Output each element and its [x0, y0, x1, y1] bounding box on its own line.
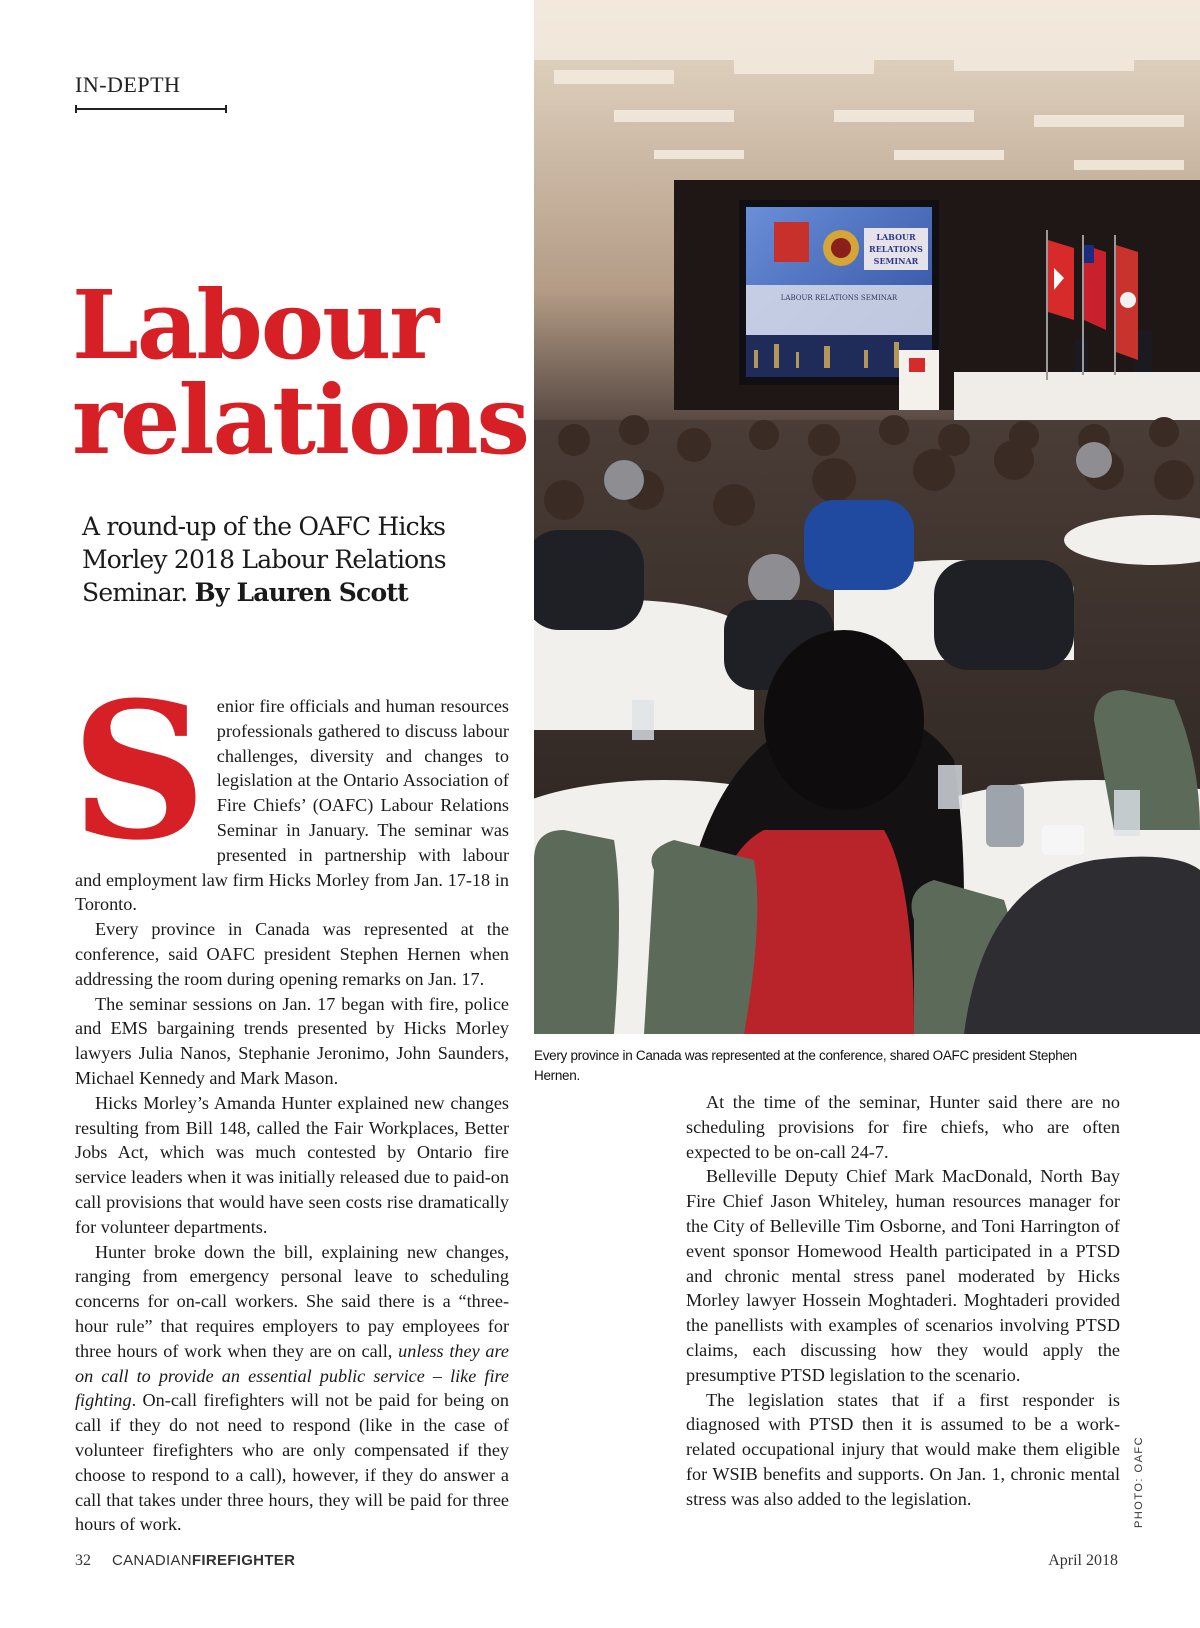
screen-title-line1: LABOUR — [876, 232, 916, 242]
byline: By Lauren Scott — [194, 578, 408, 607]
paragraph-italic: unless they are on call to provide an essential public service – like fire fighting — [75, 1340, 509, 1411]
headline — [72, 270, 529, 476]
article-paragraph: Every province in Canada was represented at the conference, said OAFC president Stephen Hernen when addressing the room during opening remarks on Jan. 17. — [75, 919, 509, 989]
paragraph-text: . On-call firefighters will not be paid for being on call if they do not need to respond (like in the case of volunteer firefighters who are only compensated if they choose to respond to a call), however, if they do answer a call that takes under three hours, they will be paid for three hours of work. — [75, 1390, 509, 1535]
photo-credit: PHOTO: OAFC — [1133, 1435, 1145, 1528]
article-paragraph: The legislation states that if a first responder is diagnosed with PTSD then it is assumed to be a work-related occupational injury that would make them eligible for WSIB benefits and supports. On Jan. 1, chronic mental stress was also added to the legislation. — [686, 1389, 1120, 1509]
article-paragraph — [75, 1240, 509, 1538]
drop-cap: S — [71, 661, 207, 882]
deck — [82, 510, 522, 609]
headline-line2: relations — [72, 365, 529, 476]
article-paragraph: At the time of the seminar, Hunter said there are no scheduling provisions for fire chiefs, who are often expected to be on-call 24-7. — [686, 1092, 1120, 1162]
article-paragraph: The seminar sessions on Jan. 17 began with fire, police and EMS bargaining trends presented by Hicks Morley lawyers Julia Nanos, Stephanie Jeronimo, John Saunders, Michael Kennedy and Mark Mason. — [75, 993, 509, 1088]
paragraph-text: Hunter broke down the bill, explaining new changes, ranging from emergency personal leave to scheduling concerns for on-call workers. She said there is a “three-hour rule” that requires employers to pay employees for three hours of work when they are on call, — [75, 1241, 509, 1361]
headline-line1: Labour — [72, 270, 438, 381]
photo-caption: Every province in Canada was represented at the conference, shared OAFC president Stephen Hernen. — [534, 1048, 1077, 1083]
article-column-2 — [686, 1090, 1120, 1512]
screen-title-line3: SEMINAR — [873, 256, 919, 266]
article-paragraph: Hicks Morley’s Amanda Hunter explained new changes resulting from Bill 148, called the Fair Workplaces, Better Jobs Act, which was much contested by Ontario fire service leaders when it was initially released due to paid-on call provisions that would have seen costs rise dramatically for volunteer departments. — [75, 1092, 509, 1237]
page-number: 32 — [75, 1552, 91, 1569]
article-paragraph: Belleville Deputy Chief Mark MacDonald, North Bay Fire Chief Jason Whiteley, human resources manager for the City of Belleville Tim Osborne, and Toni Harrington of event sponsor Homewood Health participated in a PTSD and chronic mental stress panel moderated by Hicks Morley lawyer Hossein Moghtaderi. Moghtaderi provided the panellists with examples of scenarios involving PTSD claims, each discussing how they would apply the presumptive PTSD legislation to the scenario. — [686, 1166, 1120, 1385]
magazine-name-part1: CANADIAN — [112, 1552, 192, 1569]
article-paragraph: enior fire officials and human resources professionals gathered to discuss labour challenges, diversity and changes to legislation at the Ontario Association of Fire Chiefs’ (OAFC) Labour Relations Seminar in January. The seminar was presented in partnership with labour and employment law firm Hicks Morley from Jan. 17-18 in Toronto. — [75, 696, 509, 915]
section-divider — [75, 108, 227, 110]
section-label: IN-DEPTH — [75, 72, 181, 97]
article-column-1 — [71, 661, 509, 1537]
screen-subtitle: LABOUR RELATIONS SEMINAR — [780, 294, 898, 302]
conference-photo — [534, 0, 1200, 1034]
magazine-name — [112, 1552, 295, 1569]
screen-title-line2: RELATIONS — [869, 244, 923, 254]
magazine-name-part2: FIREFIGHTER — [191, 1552, 296, 1569]
issue-date: April 2018 — [1048, 1552, 1118, 1569]
deck-text: A round-up of the OAFC Hicks Morley 2018 Labour Relations Seminar. — [82, 512, 446, 607]
